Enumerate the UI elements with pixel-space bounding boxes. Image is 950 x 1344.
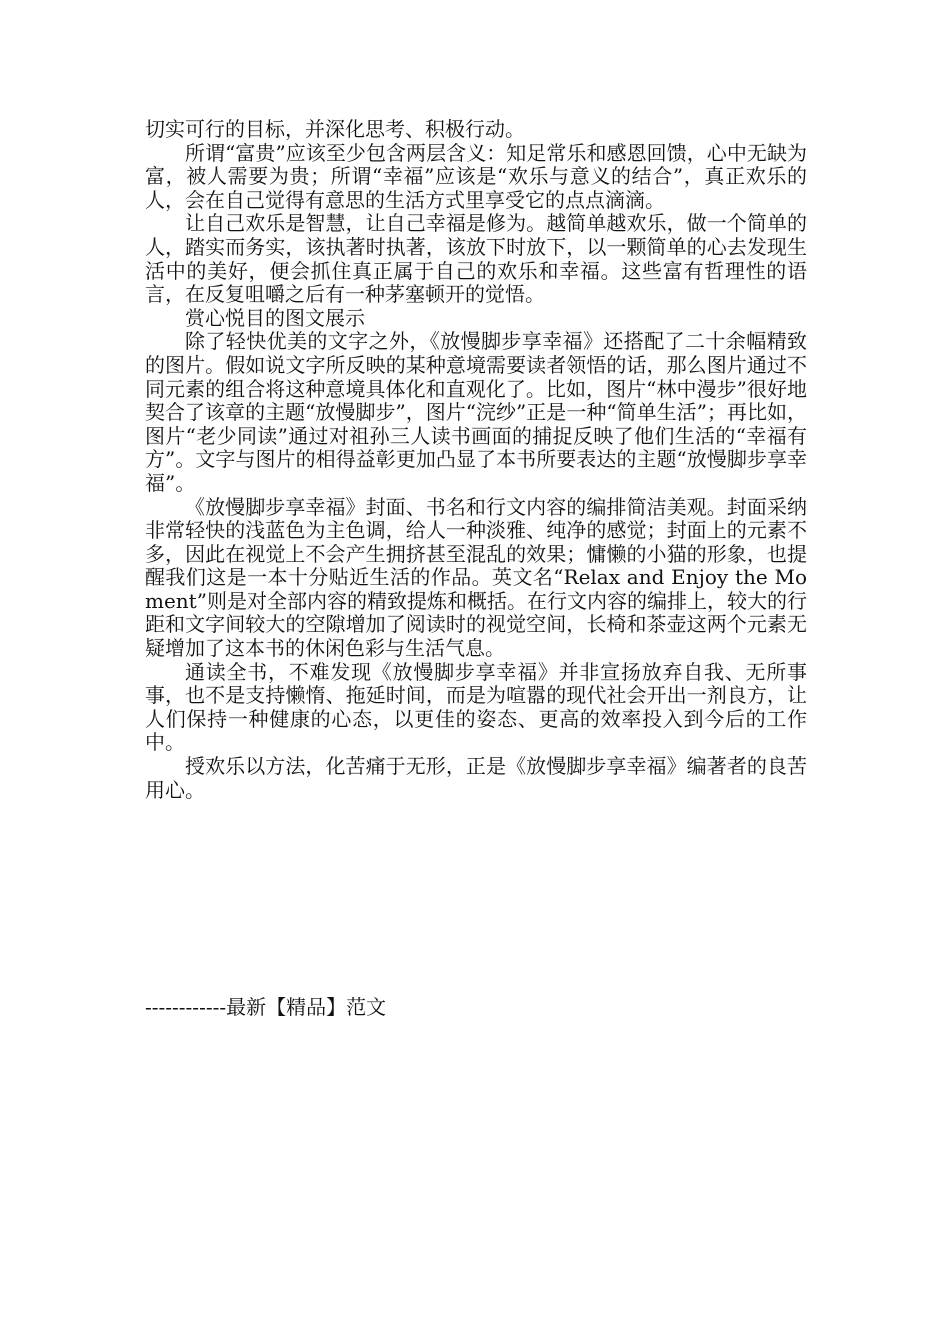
paragraph-6: 通读全书，不难发现《放慢脚步享幸福》并非宣扬放弃自我、无所事事，也不是支持懒惰、拖延时间，而是为喧嚣的现代社会开出一剂良方，让人们保持一种健康的心态，以更佳的姿态、更高的效率投入到今后的工作中。 xyxy=(145,659,807,755)
paragraph-3: 让自己欢乐是智慧，让自己幸福是修为。越简单越欢乐，做一个简单的人，踏实而务实，该执著时执著，该放下时放下，以一颗简单的心去发现生活中的美好，便会抓住真正属于自己的欢乐和幸福。这些富有哲理性的语言，在反复咀嚼之后有一种茅塞顿开的觉悟。 xyxy=(145,211,807,307)
paragraph-4: 除了轻快优美的文字之外，《放慢脚步享幸福》还搭配了二十余幅精致的图片。假如说文字所反映的某种意境需要读者领悟的话，那么图片通过不同元素的组合将这种意境具体化和直观化了。比如，图片“林中漫步”很好地契合了该章的主题“放慢脚步”，图片“浣纱”正是一种“简单生活”；再比如，图片“老少同读”通过对祖孙三人读书画面的捕捉反映了他们生活的“幸福有方”。文字与图片的相得益彰更加凸显了本书所要表达的主题“放慢脚步享幸福”。 xyxy=(145,329,807,495)
section-heading: 赏心悦目的图文展示 xyxy=(185,305,365,330)
footer-note: ------------最新【精品】范文 xyxy=(145,995,387,1019)
document-body xyxy=(145,118,807,802)
paragraph-7: 授欢乐以方法，化苦痛于无形，正是《放慢脚步享幸福》编著者的良苦用心。 xyxy=(145,754,807,802)
paragraph-1: 切实可行的目标，并深化思考、积极行动。 xyxy=(145,117,525,141)
paragraph-2: 所谓“富贵”应该至少包含两层含义：知足常乐和感恩回馈，心中无缺为富，被人需要为贵；所谓“幸福”应该是“欢乐与意义的结合”，真正欢乐的人，会在自己觉得有意思的生活方式里享受它的点点滴滴。 xyxy=(145,140,807,212)
paragraph-5: 《放慢脚步享幸福》封面、书名和行文内容的编排简洁美观。封面采纳非常轻快的浅蓝色为主色调，给人一种淡雅、纯净的感觉；封面上的元素不多，因此在视觉上不会产生拥挤甚至混乱的效果；慵懒的小猫的形象，也提醒我们这是一本十分贴近生活的作品。英文名“Relax and Enjoy the Moment”则是对全部内容的精致提炼和概括。在行文内容的编排上，较大的行距和文字间较大的空隙增加了阅读时的视觉空间，长椅和茶壶这两个元素无疑增加了这本书的休闲色彩与生活气息。 xyxy=(145,494,807,661)
